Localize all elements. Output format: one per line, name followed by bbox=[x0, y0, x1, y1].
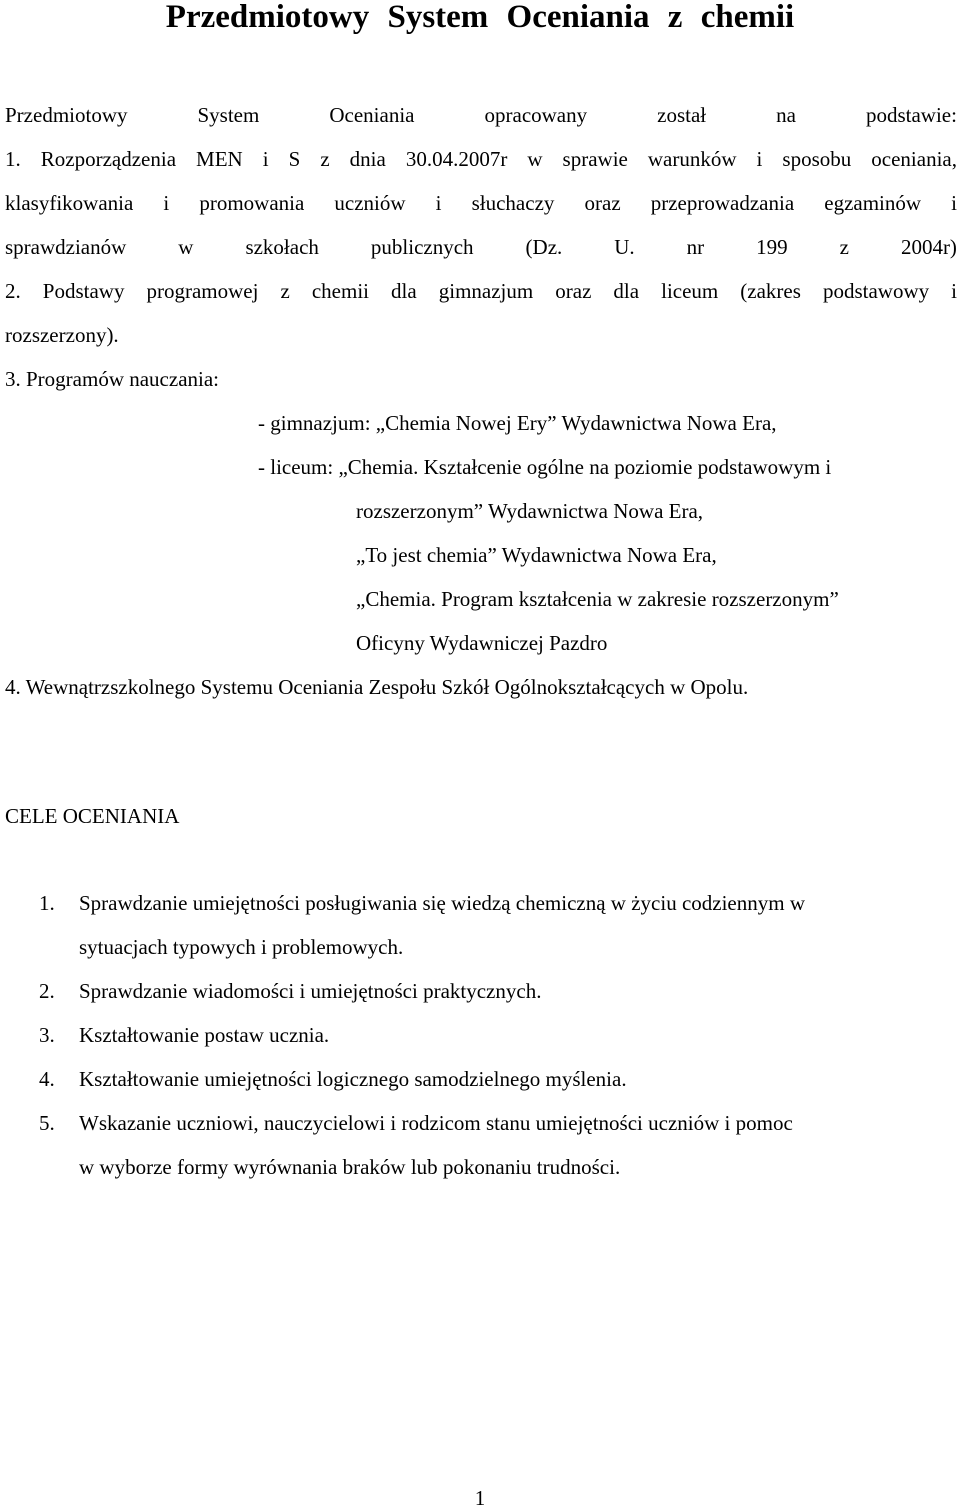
intro-word: Przedmiotowy bbox=[5, 103, 128, 127]
goal-number: 3. bbox=[39, 1023, 55, 1047]
source-1-line-2: klasyfikowania i promowania uczniów i słuchaczy oraz przeprowadzania egzaminów i bbox=[5, 191, 957, 215]
source-word: szkołach bbox=[245, 235, 319, 259]
source-word: (Dz. bbox=[525, 235, 563, 259]
source-word: sprawdzianów bbox=[5, 235, 127, 259]
goal-number: 1. bbox=[39, 891, 55, 915]
program-chemia-rozszerzony: „Chemia. Program kształcenia w zakresie rozszerzonym” bbox=[356, 587, 839, 611]
goal-3: Kształtowanie postaw ucznia. bbox=[79, 1023, 330, 1047]
source-2-line-2: rozszerzony). bbox=[5, 323, 119, 347]
document-title: Przedmiotowy System Oceniania z chemii bbox=[165, 0, 795, 35]
source-word: w bbox=[178, 235, 194, 259]
intro-word: Oceniania bbox=[329, 103, 415, 127]
intro-word: podstawie: bbox=[865, 103, 957, 127]
source-3-label: 3. Programów nauczania: bbox=[5, 367, 220, 391]
program-liceum-continued: rozszerzonym” Wydawnictwa Nowa Era, bbox=[356, 499, 704, 523]
intro-word: został bbox=[657, 103, 707, 127]
source-word: U. bbox=[614, 235, 635, 259]
program-liceum: - liceum: „Chemia. Kształcenie ogólne na poziomie podstawowym i bbox=[258, 455, 832, 479]
source-4: 4. Wewnątrzszkolnego Systemu Oceniania Zespołu Szkół Ogólnokształcących w Opolu. bbox=[5, 675, 749, 699]
source-2-line-1: 2. Podstawy programowej z chemii dla gimnazjum oraz dla liceum (zakres podstawowy i bbox=[5, 279, 957, 303]
intro-word: na bbox=[776, 103, 796, 127]
source-word: 199 bbox=[756, 235, 788, 259]
source-word: nr bbox=[686, 235, 705, 259]
goal-number: 2. bbox=[39, 979, 55, 1003]
source-word: z bbox=[839, 235, 849, 259]
source-1-line-3 bbox=[5, 234, 957, 260]
goal-5-line-1: Wskazanie uczniowi, nauczycielowi i rodzicom stanu umiejętności uczniów i pomoc bbox=[79, 1111, 793, 1135]
page-number: 1 bbox=[474, 1486, 486, 1510]
goal-4: Kształtowanie umiejętności logicznego samodzielnego myślenia. bbox=[79, 1067, 627, 1091]
goal-1-line-1: Sprawdzanie umiejętności posługiwania się wiedzą chemiczną w życiu codziennym w bbox=[79, 891, 805, 915]
program-to-jest-chemia: „To jest chemia” Wydawnictwa Nowa Era, bbox=[356, 543, 717, 567]
goal-5-line-2: w wyborze formy wyrównania braków lub pokonaniu trudności. bbox=[79, 1155, 621, 1179]
program-publisher-pazdro: Oficyny Wydawniczej Pazdro bbox=[356, 631, 608, 655]
program-gimnazjum: - gimnazjum: „Chemia Nowej Ery” Wydawnictwa Nowa Era, bbox=[258, 411, 777, 435]
source-word: publicznych bbox=[370, 235, 474, 259]
intro-line bbox=[5, 102, 957, 128]
goal-number: 4. bbox=[39, 1067, 55, 1091]
intro-word: System bbox=[197, 103, 260, 127]
goals-heading: CELE OCENIANIA bbox=[5, 804, 180, 828]
goal-2: Sprawdzanie wiadomości i umiejętności praktycznych. bbox=[79, 979, 542, 1003]
intro-word: opracowany bbox=[484, 103, 588, 127]
goal-number: 5. bbox=[39, 1111, 55, 1135]
source-word: 2004r) bbox=[900, 235, 957, 259]
source-1-line-1: 1. Rozporządzenia MEN i S z dnia 30.04.2007r w sprawie warunków i sposobu oceniania, bbox=[5, 147, 957, 171]
goal-1-line-2: sytuacjach typowych i problemowych. bbox=[79, 935, 404, 959]
